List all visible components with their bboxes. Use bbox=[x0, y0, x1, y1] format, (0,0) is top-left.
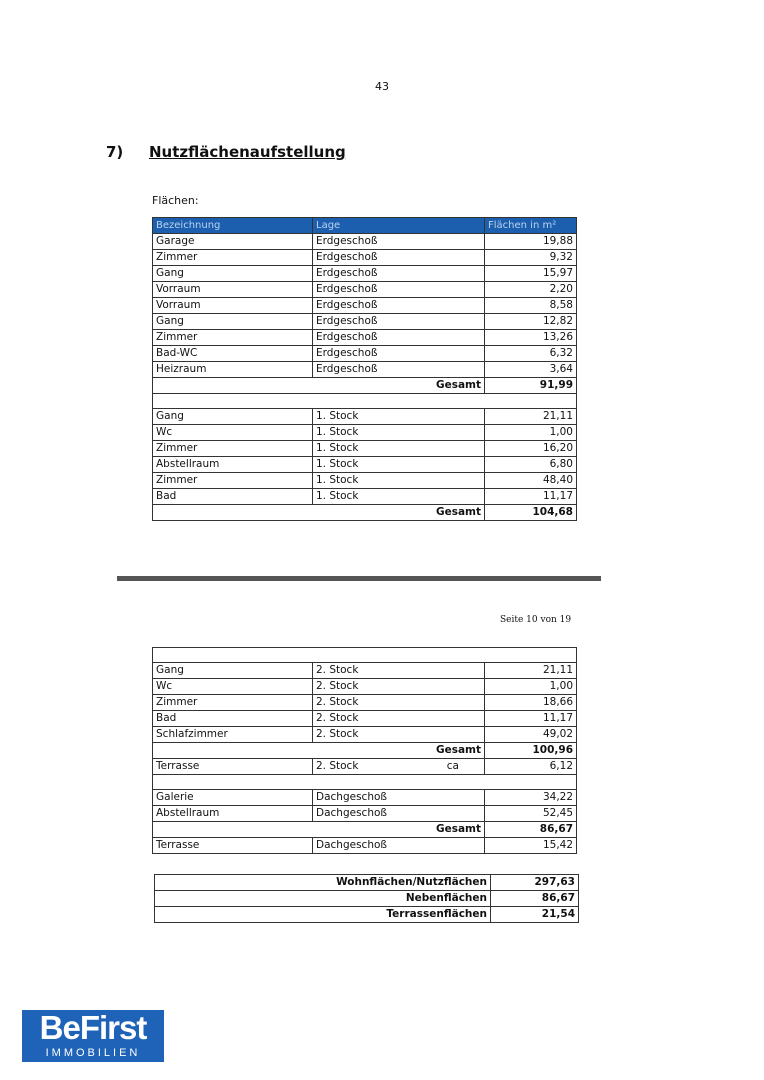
cell-area: 1,00 bbox=[485, 425, 577, 441]
table-row bbox=[153, 473, 577, 489]
cell-name: Abstellraum bbox=[153, 457, 313, 473]
cell-name: Gang bbox=[153, 314, 313, 330]
section-heading bbox=[106, 143, 346, 161]
total-row bbox=[153, 822, 577, 838]
table-row bbox=[153, 727, 577, 743]
spacer-row bbox=[153, 775, 577, 790]
cell-area: 15,42 bbox=[485, 838, 577, 854]
befirst-logo bbox=[22, 1010, 164, 1062]
table-row bbox=[153, 409, 577, 425]
total-label: Gesamt bbox=[153, 743, 485, 759]
table-row bbox=[153, 489, 577, 505]
cell-area: 16,20 bbox=[485, 441, 577, 457]
cell-lage: 1. Stock bbox=[313, 441, 485, 457]
cell-lage: Erdgeschoß bbox=[313, 298, 485, 314]
section-title: Nutzflächenaufstellung bbox=[149, 143, 346, 161]
table-row bbox=[153, 298, 577, 314]
total-value: 91,99 bbox=[485, 378, 577, 394]
area-table-page-bottom bbox=[152, 647, 577, 854]
page-indicator: Seite 10 von 19 bbox=[500, 615, 572, 625]
summary-value: 21,54 bbox=[491, 907, 579, 923]
cell-area: 3,64 bbox=[485, 362, 577, 378]
table-row bbox=[153, 234, 577, 250]
cell-area: 49,02 bbox=[485, 727, 577, 743]
cell-area: 11,17 bbox=[485, 489, 577, 505]
total-row bbox=[153, 743, 577, 759]
cell-lage: 2. Stock bbox=[313, 663, 485, 679]
total-value: 86,67 bbox=[485, 822, 577, 838]
table-row bbox=[153, 282, 577, 298]
terrace-row bbox=[153, 759, 577, 775]
total-row bbox=[153, 378, 577, 394]
cell-area: 52,45 bbox=[485, 806, 577, 822]
cell-area: 34,22 bbox=[485, 790, 577, 806]
terrace-lage: 2. Stock bbox=[316, 760, 359, 772]
cell-lage: 2. Stock bbox=[313, 711, 485, 727]
cell-name: Vorraum bbox=[153, 282, 313, 298]
cell-area: 8,58 bbox=[485, 298, 577, 314]
flaechen-label: Flächen: bbox=[152, 194, 199, 207]
cell-lage: Erdgeschoß bbox=[313, 266, 485, 282]
cell-area: 11,17 bbox=[485, 711, 577, 727]
total-label: Gesamt bbox=[153, 822, 485, 838]
cell-name: Heizraum bbox=[153, 362, 313, 378]
area-table-page-top bbox=[152, 217, 577, 521]
header-flaechen: Flächen in m² bbox=[485, 218, 577, 234]
total-row bbox=[153, 505, 577, 521]
table-row bbox=[153, 346, 577, 362]
cell-area: 6,12 bbox=[485, 759, 577, 775]
cell-area: 13,26 bbox=[485, 330, 577, 346]
cell-lage: Erdgeschoß bbox=[313, 250, 485, 266]
spacer-row bbox=[153, 394, 577, 409]
cell-lage: Erdgeschoß bbox=[313, 282, 485, 298]
cell-lage: 1. Stock bbox=[313, 473, 485, 489]
cell-lage: Erdgeschoß bbox=[313, 346, 485, 362]
cell-lage: 1. Stock bbox=[313, 425, 485, 441]
table-row bbox=[153, 790, 577, 806]
total-label: Gesamt bbox=[153, 378, 485, 394]
table-row bbox=[153, 441, 577, 457]
cell-area: 18,66 bbox=[485, 695, 577, 711]
cell-lage: Erdgeschoß bbox=[313, 314, 485, 330]
cell-area: 21,11 bbox=[485, 409, 577, 425]
header-bezeichnung: Bezeichnung bbox=[153, 218, 313, 234]
header-lage: Lage bbox=[313, 218, 485, 234]
cell-area: 48,40 bbox=[485, 473, 577, 489]
cell-lage bbox=[313, 759, 485, 775]
cell-area: 6,80 bbox=[485, 457, 577, 473]
summary-value: 86,67 bbox=[491, 891, 579, 907]
cell-lage: 1. Stock bbox=[313, 409, 485, 425]
spacer-row bbox=[153, 648, 577, 663]
table-row bbox=[153, 663, 577, 679]
cell-name: Abstellraum bbox=[153, 806, 313, 822]
table-row bbox=[153, 425, 577, 441]
total-value: 100,96 bbox=[485, 743, 577, 759]
table-row bbox=[153, 250, 577, 266]
cell-lage: Dachgeschoß bbox=[313, 838, 485, 854]
cell-area: 15,97 bbox=[485, 266, 577, 282]
summary-label: Wohnflächen/Nutzflächen bbox=[155, 875, 491, 891]
cell-lage: Dachgeschoß bbox=[313, 790, 485, 806]
cell-name: Zimmer bbox=[153, 330, 313, 346]
page-separator bbox=[117, 576, 601, 581]
cell-name: Wc bbox=[153, 425, 313, 441]
table-row bbox=[153, 314, 577, 330]
cell-lage: 2. Stock bbox=[313, 695, 485, 711]
cell-name: Gang bbox=[153, 409, 313, 425]
cell-lage: 1. Stock bbox=[313, 489, 485, 505]
page-number: 43 bbox=[375, 80, 389, 93]
cell-area: 1,00 bbox=[485, 679, 577, 695]
cell-name: Zimmer bbox=[153, 473, 313, 489]
cell-lage: Erdgeschoß bbox=[313, 234, 485, 250]
summary-row bbox=[155, 875, 579, 891]
terrace-ca: ca bbox=[446, 760, 459, 772]
cell-area: 6,32 bbox=[485, 346, 577, 362]
cell-name: Terrasse bbox=[153, 759, 313, 775]
cell-name: Galerie bbox=[153, 790, 313, 806]
summary-row bbox=[155, 907, 579, 923]
cell-name: Wc bbox=[153, 679, 313, 695]
total-value: 104,68 bbox=[485, 505, 577, 521]
total-label: Gesamt bbox=[153, 505, 485, 521]
cell-name: Bad bbox=[153, 711, 313, 727]
table-row bbox=[153, 330, 577, 346]
cell-name: Zimmer bbox=[153, 695, 313, 711]
cell-area: 12,82 bbox=[485, 314, 577, 330]
summary-value: 297,63 bbox=[491, 875, 579, 891]
table-row bbox=[153, 362, 577, 378]
cell-name: Bad bbox=[153, 489, 313, 505]
terrace-row bbox=[153, 838, 577, 854]
cell-area: 2,20 bbox=[485, 282, 577, 298]
summary-label: Nebenflächen bbox=[155, 891, 491, 907]
cell-lage: Erdgeschoß bbox=[313, 330, 485, 346]
cell-name: Gang bbox=[153, 266, 313, 282]
cell-lage: 2. Stock bbox=[313, 727, 485, 743]
table-row bbox=[153, 806, 577, 822]
cell-name: Zimmer bbox=[153, 250, 313, 266]
cell-name: Garage bbox=[153, 234, 313, 250]
cell-name: Bad-WC bbox=[153, 346, 313, 362]
cell-name: Schlafzimmer bbox=[153, 727, 313, 743]
table-header-row bbox=[153, 218, 577, 234]
logo-tagline: IMMOBILIEN bbox=[45, 1047, 141, 1059]
section-number: 7) bbox=[106, 143, 124, 161]
cell-name: Gang bbox=[153, 663, 313, 679]
cell-area: 9,32 bbox=[485, 250, 577, 266]
cell-lage: Erdgeschoß bbox=[313, 362, 485, 378]
cell-lage: 2. Stock bbox=[313, 679, 485, 695]
summary-label: Terrassenflächen bbox=[155, 907, 491, 923]
cell-lage: 1. Stock bbox=[313, 457, 485, 473]
table-row bbox=[153, 457, 577, 473]
cell-lage: Dachgeschoß bbox=[313, 806, 485, 822]
cell-name: Zimmer bbox=[153, 441, 313, 457]
cell-area: 19,88 bbox=[485, 234, 577, 250]
summary-table bbox=[154, 874, 579, 923]
table-row bbox=[153, 711, 577, 727]
cell-area: 21,11 bbox=[485, 663, 577, 679]
table-row bbox=[153, 679, 577, 695]
table-row bbox=[153, 695, 577, 711]
cell-name: Vorraum bbox=[153, 298, 313, 314]
table-row bbox=[153, 266, 577, 282]
logo-brand: BeFirst bbox=[39, 1009, 147, 1046]
summary-row bbox=[155, 891, 579, 907]
cell-name: Terrasse bbox=[153, 838, 313, 854]
